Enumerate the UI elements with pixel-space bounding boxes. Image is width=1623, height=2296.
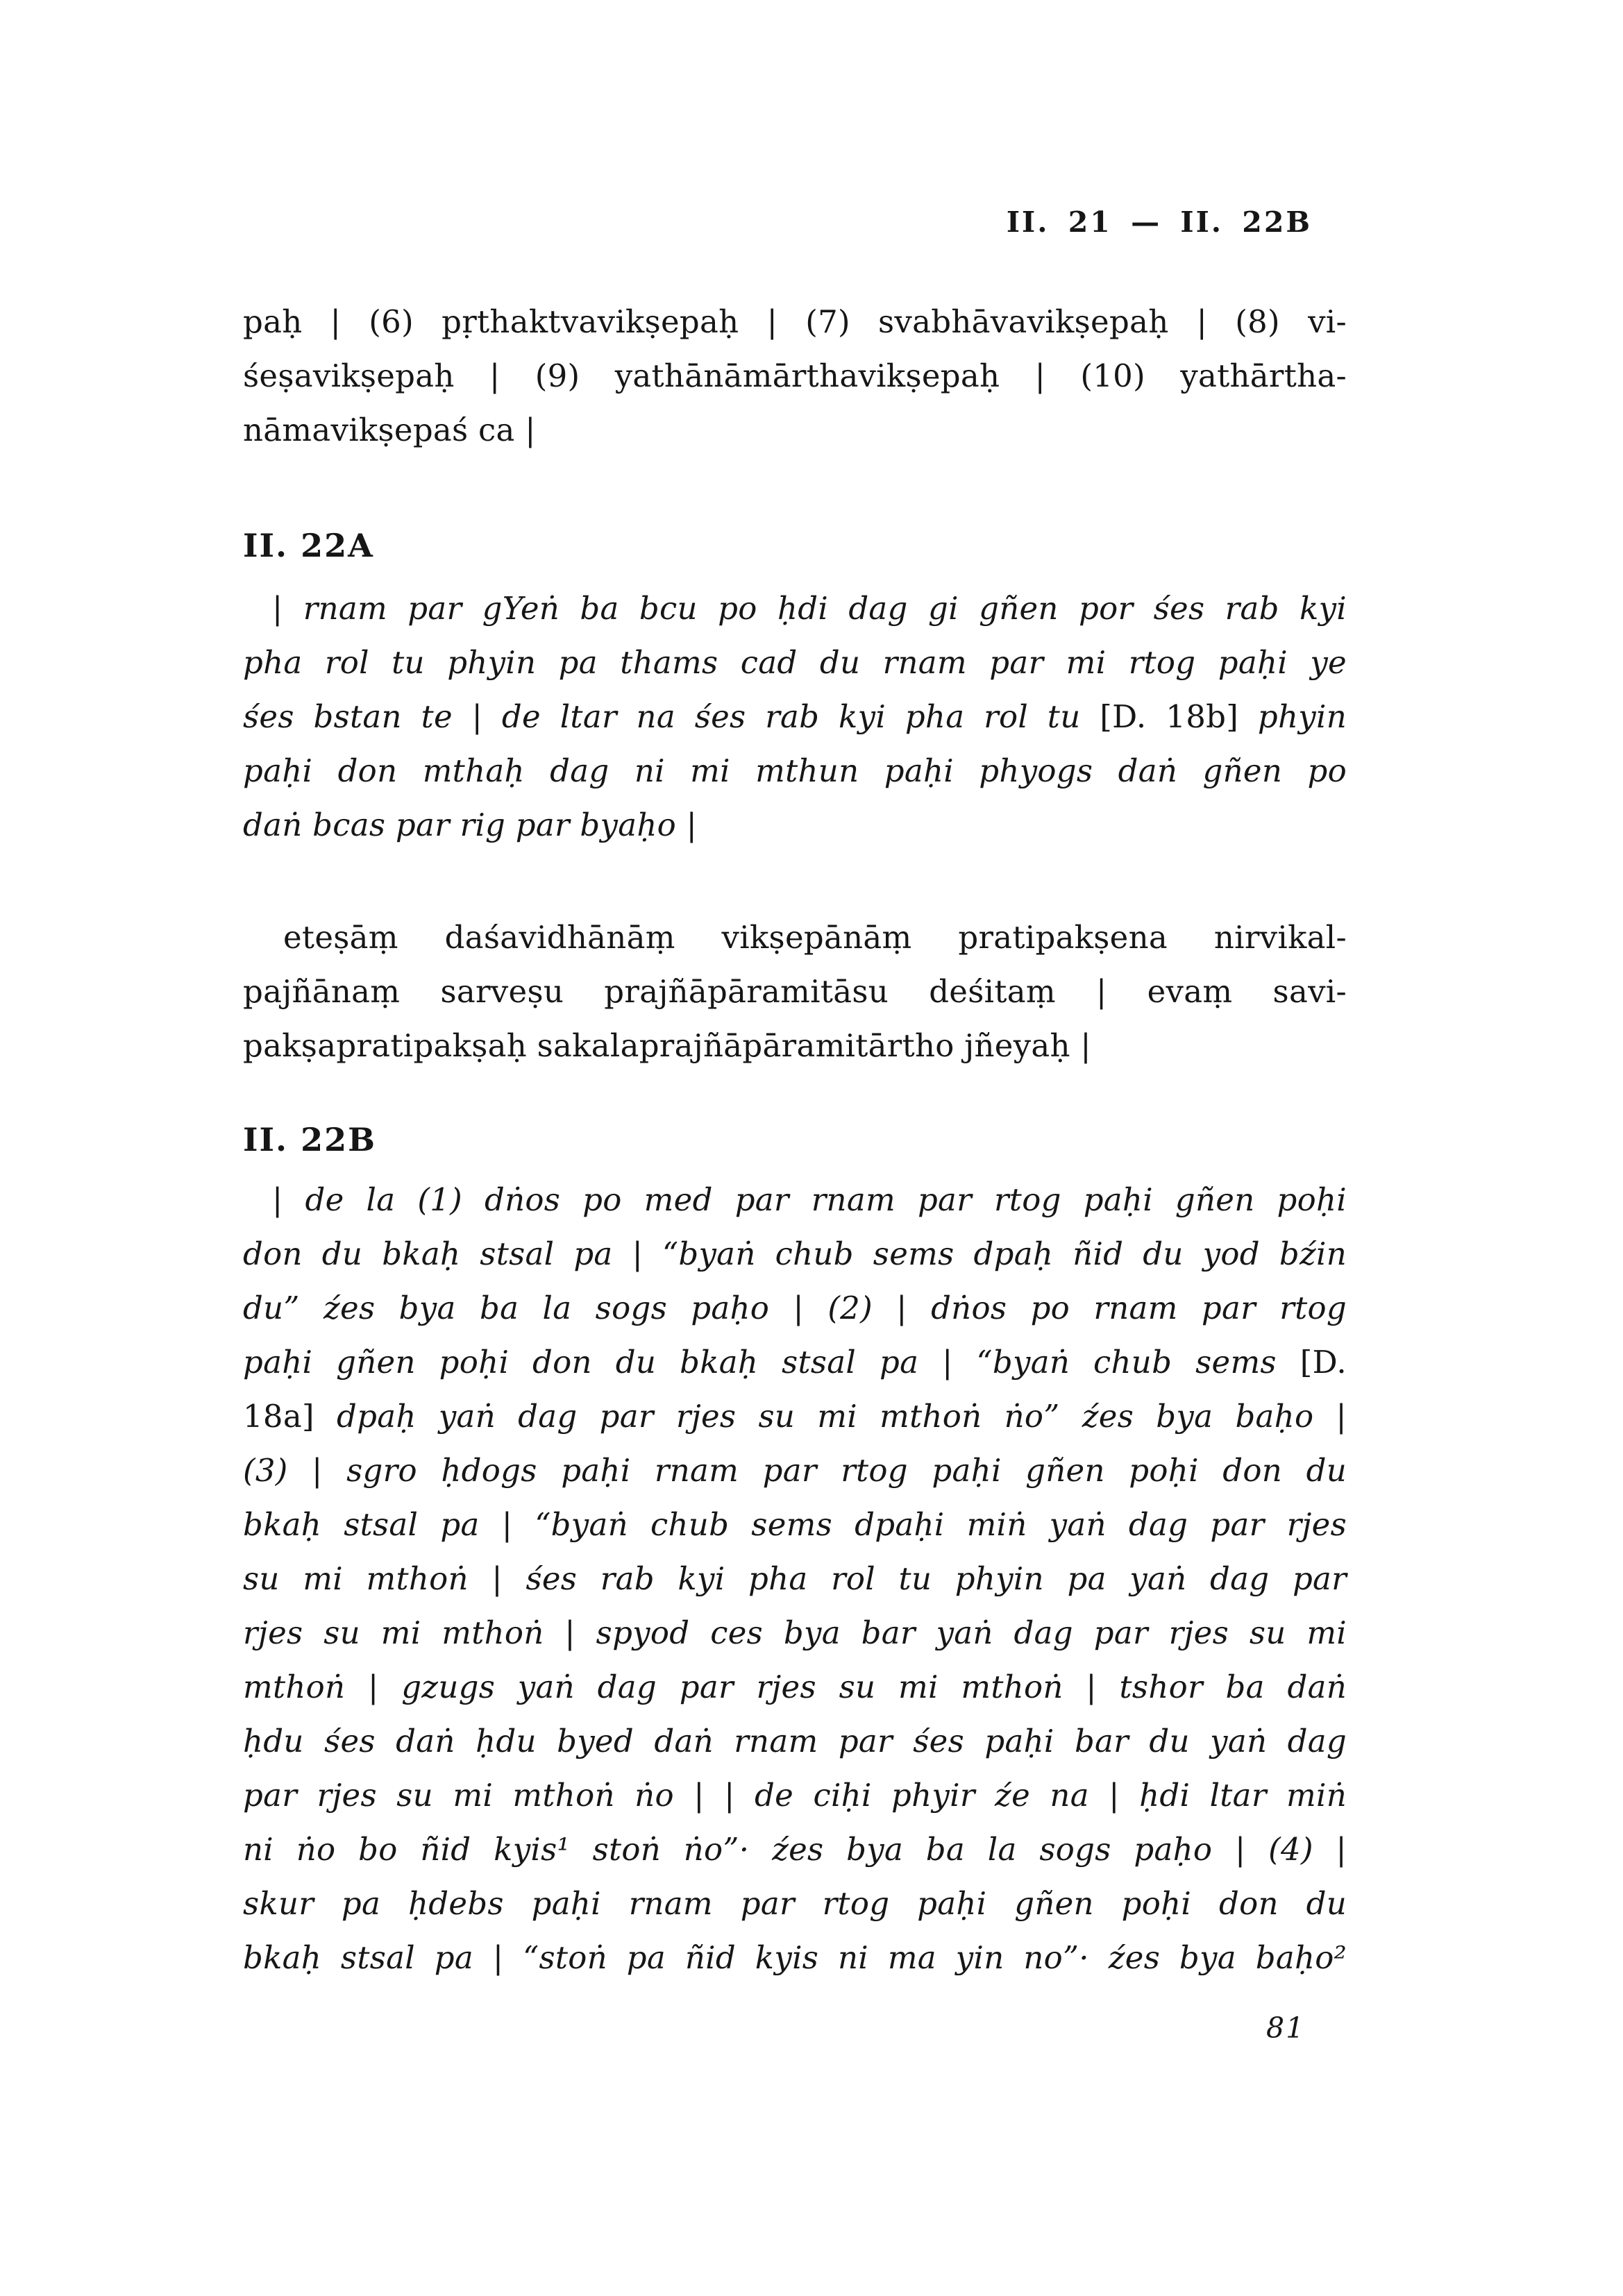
text-line: śeṣavikṣepaḥ | (9) yathānāmārthavikṣepaḥ | (10) yathārtha- — [243, 357, 1347, 394]
folio-reference: [D. — [1300, 1344, 1347, 1381]
text-line: | de la (1) dṅos po med par rnam par rtog paḥi gñen poḥi — [272, 1181, 1347, 1218]
text-line: ni ṅo bo ñid kyis¹ stoṅ ṅo”· źes bya ba la sogs paḥo | (4) | — [243, 1831, 1347, 1868]
text-line: ḥdu śes daṅ ḥdu byed daṅ rnam par śes paḥi bar du yaṅ dag — [243, 1723, 1347, 1759]
text-line: skur pa ḥdebs paḥi rnam par rtog paḥi gñen poḥi don du — [243, 1885, 1347, 1922]
text-line: paḥ | (6) pṛthaktvavikṣepaḥ | (7) svabhāvavikṣepaḥ | (8) vi- — [243, 303, 1347, 340]
text-line: nāmavikṣepaś ca | — [243, 412, 536, 448]
text-line: pakṣapratipakṣaḥ sakalaprajñāpāramitārtho jñeyaḥ | — [243, 1027, 1091, 1064]
text-line: 18a] dpaḥ yaṅ dag par rjes su mi mthoṅ ṅo” źes bya baḥo | — [243, 1398, 1347, 1435]
folio-reference: 18a] — [243, 1398, 314, 1435]
text-line: mthoṅ | gzugs yaṅ dag par rjes su mi mthoṅ | tshor ba daṅ — [243, 1669, 1347, 1705]
text-line: bkaḥ stsal pa | “stoṅ pa ñid kyis ni ma yin no”· źes bya baḥo² — [243, 1939, 1347, 1976]
text-line: | rnam par gYeṅ ba bcu po ḥdi dag gi gñen por śes rab kyi — [272, 590, 1347, 627]
paragraph-sanskrit-commentary — [243, 911, 1347, 1073]
text-line: pajñānaṃ sarveṣu prajñāpāramitāsu deśitaṃ | evaṃ savi- — [243, 973, 1347, 1010]
text-line: pha rol tu phyin pa thams cad du rnam par mi rtog paḥi ye — [243, 644, 1347, 681]
running-header: II. 21 — II. 22B — [1006, 205, 1312, 239]
text-line: śes bstan te | de ltar na śes rab kyi pha rol tu [D. 18b] phyin — [243, 698, 1347, 735]
text-line: eteṣāṃ daśavidhānāṃ vikṣepānāṃ pratipakṣena nirvikal- — [283, 919, 1347, 956]
text-line: daṅ bcas par rig par byaḥo | — [243, 807, 698, 843]
text-line: bkaḥ stsal pa | “byaṅ chub sems dpaḥi miṅ yaṅ dag par rjes — [243, 1506, 1347, 1543]
text-line: su mi mthoṅ | śes rab kyi pha rol tu phyin pa yaṅ dag par — [243, 1560, 1347, 1597]
text-line: don du bkaḥ stsal pa | “byaṅ chub sems dpaḥ ñid du yod bźin — [243, 1235, 1347, 1272]
text-line: par rjes su mi mthoṅ ṅo | | de ciḥi phyir źe na | ḥdi ltar miṅ — [243, 1777, 1347, 1814]
folio-reference: [D. 18b] — [1100, 698, 1239, 735]
page-number: 81 — [1266, 2011, 1306, 2045]
text-line: paḥi gñen poḥi don du bkaḥ stsal pa | “byaṅ chub sems [D. — [243, 1344, 1347, 1381]
text-line: rjes su mi mthoṅ | spyod ces bya bar yaṅ dag par rjes su mi — [243, 1614, 1347, 1651]
text-line: (3) | sgro ḥdogs paḥi rnam par rtog paḥi gñen poḥi don du — [243, 1452, 1347, 1489]
paragraph-tibetan-22b — [243, 1173, 1347, 1985]
section-heading-22a: II. 22A — [243, 527, 374, 564]
text-line: du” źes bya ba la sogs paḥo | (2) | dṅos po rnam par rtog — [243, 1290, 1347, 1326]
paragraph-sanskrit-continuation — [243, 295, 1347, 457]
section-heading-22b: II. 22B — [243, 1121, 376, 1158]
paragraph-tibetan-22a — [243, 582, 1347, 852]
text-line: paḥi don mthaḥ dag ni mi mthun paḥi phyogs daṅ gñen po — [243, 752, 1347, 789]
